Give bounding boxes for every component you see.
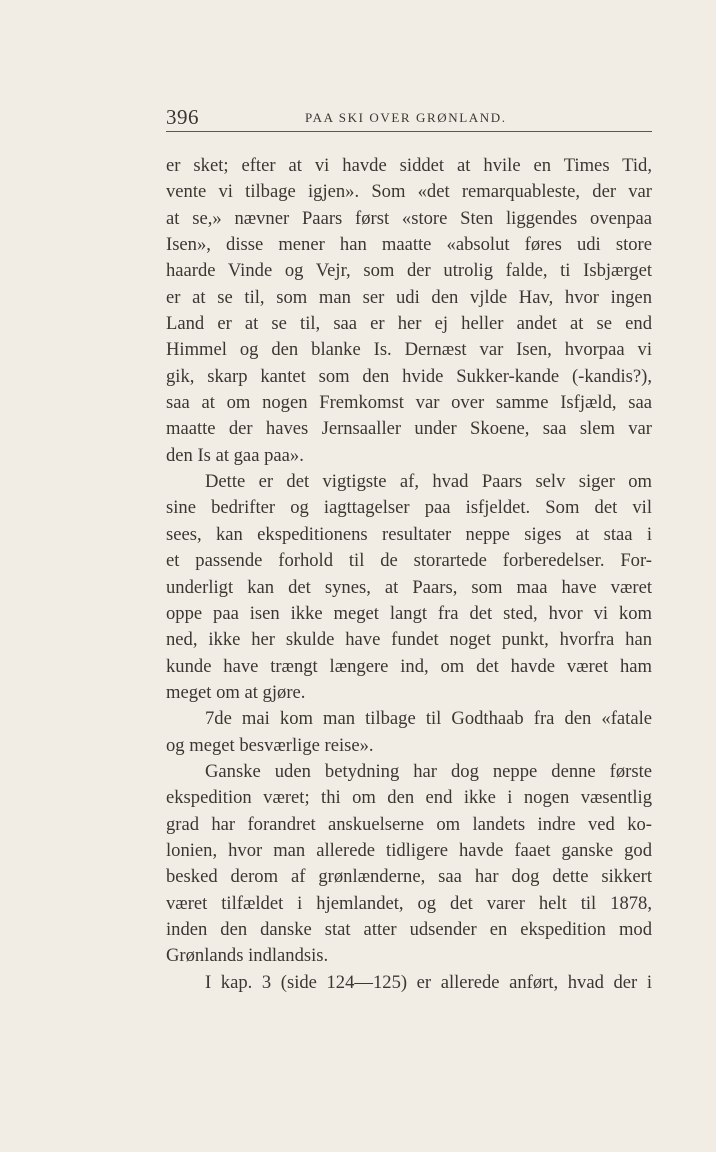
header-rule <box>166 131 652 132</box>
text-line: besked derom af grønlænderne, saa har dog dette sikkert <box>166 866 652 888</box>
page-header <box>166 105 652 127</box>
text-line: gik, skarp kantet som den hvide Sukker-kande (-kandis?), <box>166 365 652 387</box>
running-title: PAA SKI OVER GRØNLAND. <box>305 110 507 125</box>
text-line: lonien, hvor man allerede tidligere havde faaet ganske god <box>166 839 652 861</box>
text-line: Land er at se til, saa er her ej heller andet at se end <box>166 313 652 335</box>
text-line: sees, kan ekspeditionens resultater neppe siges at staa i <box>166 523 652 545</box>
text-line: Himmel og den blanke Is. Dernæst var Isen, hvorpaa vi <box>166 339 652 361</box>
paragraph-first-line: Dette er det vigtigste af, hvad Paars selv siger om <box>205 471 652 493</box>
text-line: at se,» nævner Paars først «store Sten liggendes ovenpaa <box>166 207 652 229</box>
text-line: oppe paa isen ikke meget langt fra det sted, hvor vi kom <box>166 602 652 624</box>
text-line: saa at om nogen Fremkomst var over samme Isfjæld, saa <box>166 392 652 414</box>
page-number: 396 <box>166 105 199 129</box>
text-line: vente vi tilbage igjen». Som «det remarquableste, der var <box>166 181 652 203</box>
text-line: været tilfældet i hjemlandet, og det varer helt til 1878, <box>166 892 652 914</box>
body-text <box>166 153 652 996</box>
text-line: ned, ikke her skulde have fundet noget punkt, hvorfra han <box>166 629 652 651</box>
text-line: et passende forhold til de storartede forberedelser. For- <box>166 550 652 572</box>
text-line: Grønlands indlandsis. <box>166 945 329 967</box>
text-line: Isen», disse mener han maatte «absolut føres udi store <box>166 234 652 256</box>
paragraph-first-line: I kap. 3 (side 124—125) er allerede anført, hvad der i <box>205 971 652 993</box>
paragraph-first-line: 7de mai kom man tilbage til Godthaab fra den «fatale <box>205 708 652 730</box>
text-line: underligt kan det synes, at Paars, som maa have været <box>166 576 652 598</box>
text-line: er at se til, som man ser udi den vjlde Hav, hvor ingen <box>166 286 652 308</box>
text-line: er sket; efter at vi havde siddet at hvile en Times Tid, <box>166 155 652 176</box>
text-line: sine bedrifter og iagttagelser paa isfjeldet. Som det vil <box>166 497 652 519</box>
text-line: inden den danske stat atter udsender en ekspedition mod <box>166 918 652 940</box>
text-line: og meget besværlige reise». <box>166 734 374 756</box>
text-line: den Is at gaa paa». <box>166 444 304 466</box>
text-line: meget om at gjøre. <box>166 681 306 703</box>
text-line: grad har forandret anskuelserne om landets indre ved ko- <box>166 813 652 835</box>
text-line: ekspedition været; thi om den end ikke i nogen væsentlig <box>166 787 652 809</box>
paragraph-first-line: Ganske uden betydning har dog neppe denne første <box>205 760 652 782</box>
text-line: haarde Vinde og Vejr, som der utrolig falde, ti Isbjærget <box>166 260 652 282</box>
text-line: maatte der haves Jernsaaller under Skoene, saa slem var <box>166 418 652 440</box>
text-line: kunde have trængt længere ind, om det havde været ham <box>166 655 652 677</box>
